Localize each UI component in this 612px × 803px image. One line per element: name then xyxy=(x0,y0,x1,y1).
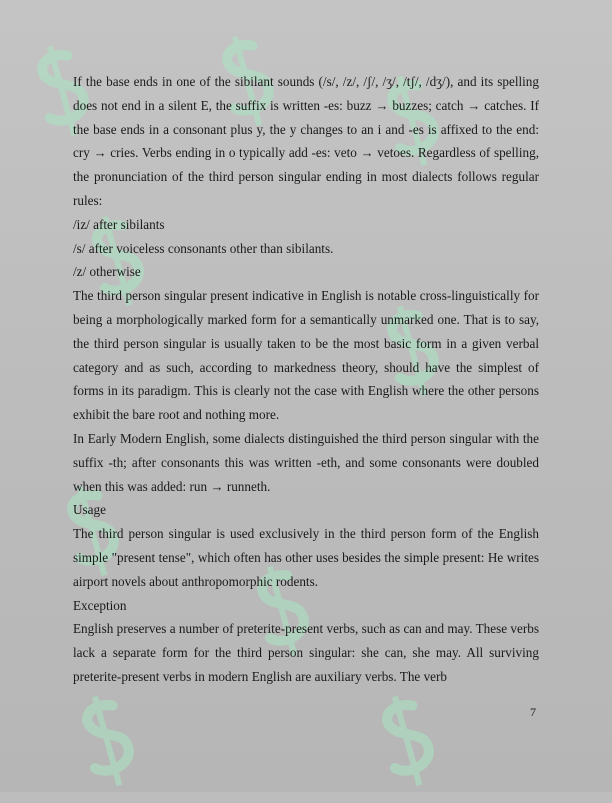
pronunciation-rule-iz: /iz/ after sibilants xyxy=(73,216,165,232)
watermark-icon xyxy=(361,682,458,799)
heading-exception: Exception xyxy=(73,597,127,613)
paragraph-exception: English preserves a number of preterite-present verbs, such as can and may. These verbs lack a separate form for the third person singular: she can, she may. All surviving preterite-present verbs in modern English are auxiliary verbs. The verb xyxy=(73,621,539,684)
heading-usage: Usage xyxy=(73,502,106,518)
paragraph-early-modern: In Early Modern English, some dialects distinguished the third person singular with the suffix -th; after consonants this was written -eth, and some consonants were doubled when this was added: run → runneth. xyxy=(73,430,539,494)
paragraph-sibilant-rules: If the base ends in one of the sibilant sounds (/s/, /z/, /ʃ/, /ʒ/, /tʃ/, /dʒ/), and its spelling does not end in a silent E, the suffix is written -es: buzz → buzzes; catch → catches. If the base ends in a consonant plus y, the y changes to an i and -es is affixed to the end: cry → cries. Verbs ending in o typically add -es: veto → vetoes. Regardless of spelling, the pronunciation of the third person singular ending in most dialects follows regular rules: xyxy=(73,74,539,208)
pronunciation-rule-z: /z/ otherwise xyxy=(73,264,141,280)
watermark-icon xyxy=(61,682,158,799)
body-text xyxy=(73,70,539,689)
page-number: 7 xyxy=(530,705,536,719)
paragraph-markedness: The third person singular present indicative in English is notable cross-linguistically for being a morphologically marked form for a semantically unmarked one. That is to say, the third person singular is usually taken to be the most basic form in a given verbal category and as such, according to markedness theory, should have the simplest of forms in its paradigm. This is clearly not the case with English where the other persons exhibit the bare root and nothing more. xyxy=(73,288,539,423)
paragraph-usage: The third person singular is used exclusively in the third person form of the English simple "present tense", which often has other uses besides the simple present: He writes airport novels about anthropomorphic rodents. xyxy=(73,526,539,589)
pronunciation-rule-s: /s/ after voiceless consonants other than sibilants. xyxy=(73,240,334,256)
